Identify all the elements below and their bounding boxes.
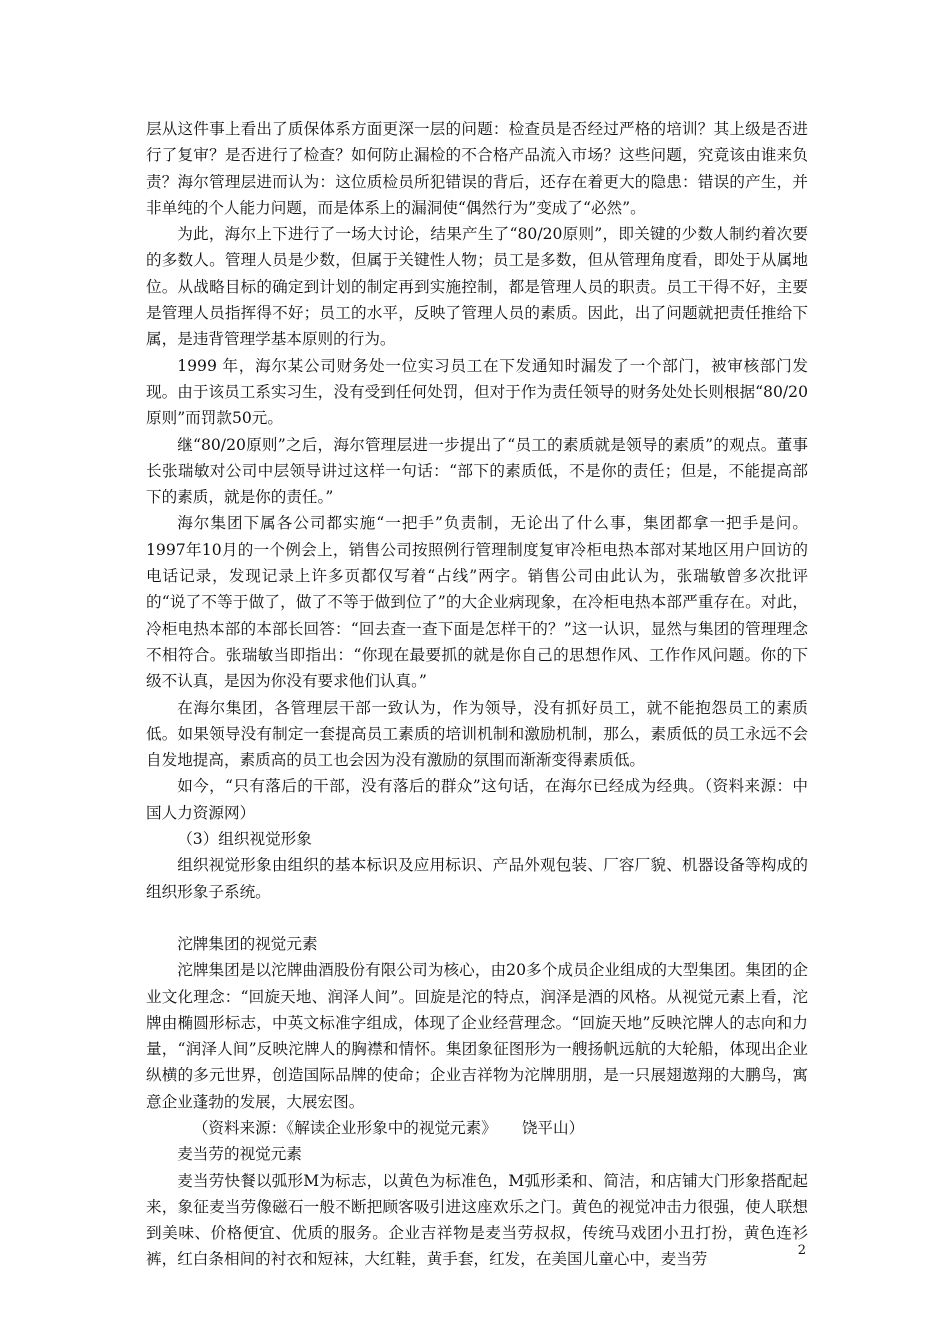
- paragraph-80-20-principle: 为此，海尔上下进行了一场大讨论，结果产生了“80/20原则”，即关键的少数人制约着次要的多数人。管理人员是少数，但属于关键性人物；员工是多数，但从管理角度看，即处于从属地位。从战略目标的确定到计划的制定再到实施控制，都是管理人员的职责。员工干得不好，主要是管理人员指挥得不好；员工的水平，反映了管理人员的素质。因此，出了问题就把责任推给下属，是违背管理学基本原则的行为。: [146, 225, 808, 349]
- case-heading-mcdonalds: 麦当劳的视觉元素: [177, 1145, 302, 1164]
- document-body: [146, 116, 808, 1273]
- paragraph-visual-image-definition: 组织视觉形象由组织的基本标识及应用标识、产品外观包装、厂容厂貌、机器设备等构成的组织形象子系统。: [146, 856, 808, 901]
- paragraph-one-leader-responsibility: 海尔集团下属各公司都实施“一把手”负责制，无论出了什么事，集团都拿一把手是问。1997年10月的一个例会上，销售公司按照例行管理制度复审冷柜电热本部对某地区用户回访的电话记录，发现记录上许多页都仅写着“占线”两字。销售公司由此认为，张瑞敏曾多次批评的“说了不等于做了，做了不等于做到位了”的大企业病现象，在冷柜电热本部严重存在。对此，冷柜电热本部的本部长回答：“回去查一查下面是怎样干的？”这一认识，显然与集团的管理理念不相符合。张瑞敏当即指出：“你现在最要抓的就是你自己的思想作风、工作作风问题。你的下级不认真，是因为你没有要求他们认真。”: [146, 514, 808, 691]
- blank-line: [146, 905, 808, 931]
- source-author: 饶平山）: [521, 1118, 585, 1137]
- paragraph-leader-quality: 继“80/20原则”之后，海尔管理层进一步提出了“员工的素质就是领导的素质”的观点。董事长张瑞敏对公司中层领导讲过这样一句话：“部下的素质低，不是你的责任；但是，不能提高部下的素质，就是你的责任。”: [146, 435, 808, 507]
- paragraph-management-consensus: 在海尔集团，各管理层干部一致认为，作为领导，没有抓好员工，就不能抱怨员工的素质低。如果领导没有制定一套提高员工素质的培训机制和激励机制，那么，素质低的员工永远不会自发地提高，素质高的员工也会因为没有激励的氛围而渐渐变得素质低。: [146, 698, 808, 770]
- paragraph-1999-fine: 1999 年，海尔某公司财务处一位实习员工在下发通知时漏发了一个部门，被审核部门发现。由于该员工系实习生，没有受到任何处罚，但对于作为责任领导的财务处处长则根据“80/20原则”而罚款50元。: [146, 356, 808, 428]
- page-number: 2: [797, 1243, 806, 1258]
- paragraph-tuopai: 沱牌集团是以沱牌曲酒股份有限公司为核心，由20多个成员企业组成的大型集团。集团的企业文化理念：“回旋天地、润泽人间”。回旋是沱的特点，润泽是酒的风格。从视觉元素上看，沱牌由椭圆形标志，中英文标准字组成，体现了企业经营理念。“回旋天地”反映沱牌人的志向和力量，“润泽人间”反映沱牌人的胸襟和情怀。集团象征图形为一艘扬帆远航的大轮船，体现出企业纵横的多元世界，创造国际品牌的使命；企业吉祥物为沱牌朋朋，是一只展翅遨翔的大鹏鸟，寓意企业蓬勃的发展，大展宏图。: [146, 961, 808, 1111]
- source-citation: [146, 1115, 808, 1141]
- paragraph-mcdonalds: 麦当劳快餐以弧形M为标志，以黄色为标准色，M弧形柔和、简洁，和店铺大门形象搭配起来，象征麦当劳像磁石一般不断把顾客吸引进这座欢乐之门。黄色的视觉冲击力很强，使人联想到美味、价格便宜、优质的服务。企业吉祥物是麦当劳叔叔，传统马戏团小丑打扮，黄色连衫裤，红白条相间的衬衣和短袜，大红鞋，黄手套，红发，在美国儿童心中，麦当劳: [146, 1171, 808, 1269]
- section-heading-visual-image: （3）组织视觉形象: [177, 830, 312, 849]
- case-heading-tuopai: 沱牌集团的视觉元素: [177, 934, 318, 953]
- paragraph-quality-system: 层从这件事上看出了质保体系方面更深一层的问题：检查员是否经过严格的培训？其上级是否进行了复审？是否进行了检查？如何防止漏检的不合格产品流入市场？这些问题，究竟该由谁来负责？海尔管理层进而认为：这位质检员所犯错误的背后，还存在着更大的隐患：错误的产生，并非单纯的个人能力问题，而是体系上的漏洞使“偶然行为”变成了“必然”。: [146, 120, 808, 217]
- source-title: （资料来源：《解读企业形象中的视觉元素》: [192, 1118, 497, 1137]
- paragraph-classic-saying: 如今，“只有落后的干部，没有落后的群众”这句话，在海尔已经成为经典。（资料来源：中国人力资源网）: [146, 777, 808, 822]
